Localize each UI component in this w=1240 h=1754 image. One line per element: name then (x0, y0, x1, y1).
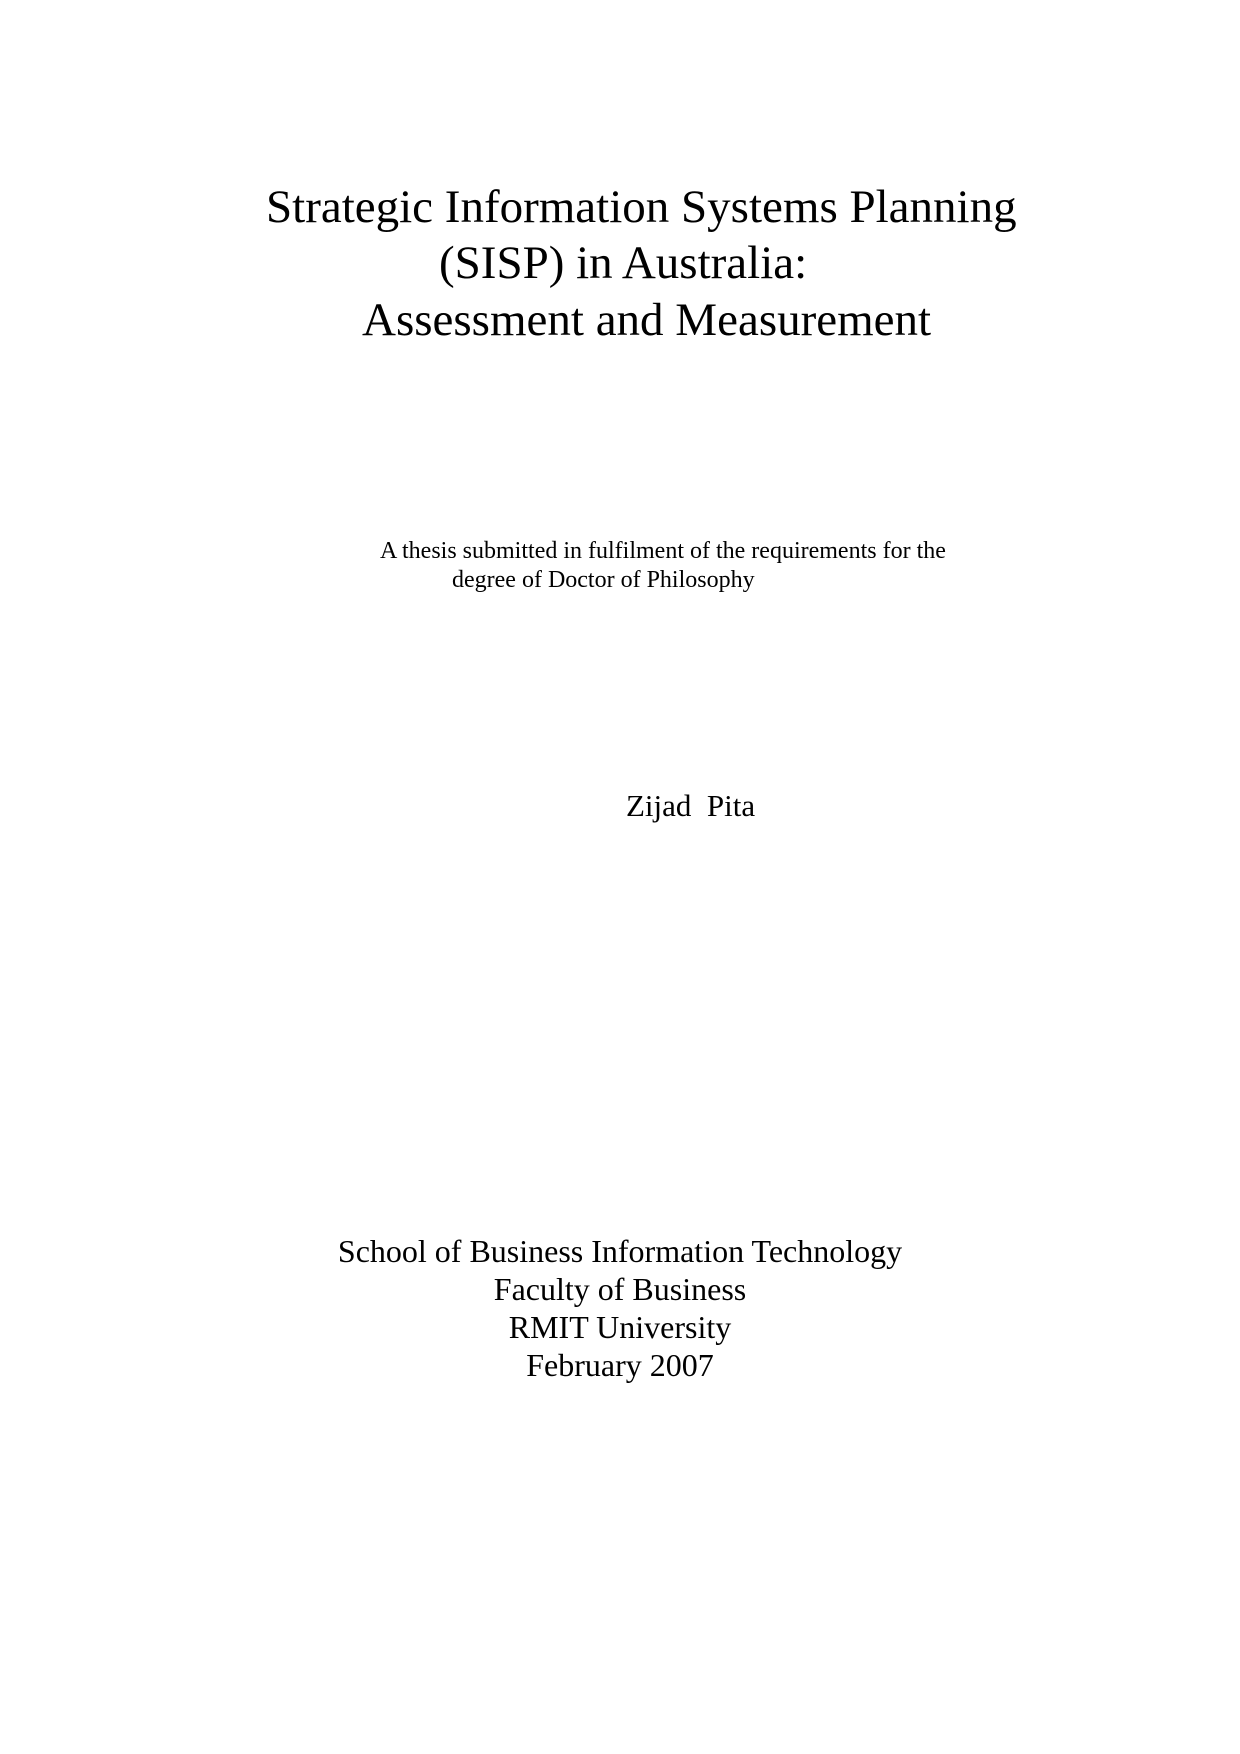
author-name: Zijad Pita (626, 788, 756, 823)
faculty-name: Faculty of Business (493, 1271, 747, 1307)
submission-date: February 2007 (526, 1347, 714, 1383)
thesis-title-line-1: Strategic Information Systems Planning (266, 181, 1017, 233)
thesis-title-line-2: (SISP) in Australia: (439, 237, 808, 289)
thesis-title-line-3: Assessment and Measurement (362, 294, 932, 346)
university-name: RMIT University (508, 1309, 732, 1345)
thesis-statement-line-2: degree of Doctor of Philosophy (452, 567, 755, 593)
institution-block (0, 1232, 1240, 1384)
school-name: School of Business Information Technology (337, 1233, 903, 1269)
thesis-statement-line-1: A thesis submitted in fulfilment of the requirements for the (380, 538, 946, 564)
